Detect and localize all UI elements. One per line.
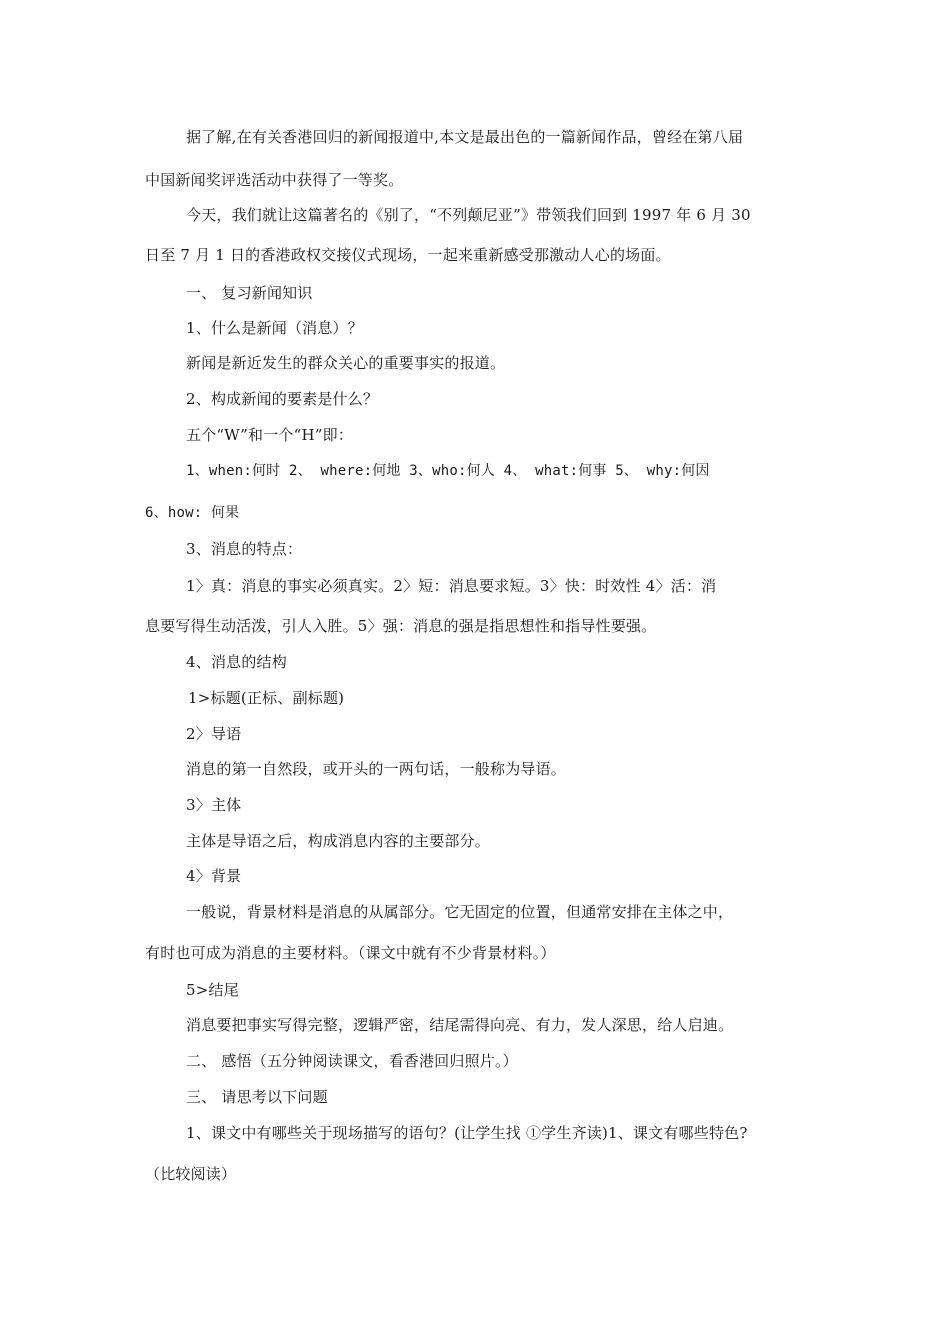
answer-line: （比较阅读） xyxy=(145,1165,237,1183)
subheading-line: 1>标题(正标、副标题) xyxy=(188,689,345,707)
question-line: 2、构成新闻的要素是什么？ xyxy=(186,390,379,408)
paragraph-line: 今天，我们就让这篇著名的《别了，“不列颠尼亚”》带领我们回到 1997 年 6 月 30 xyxy=(186,206,751,224)
answer-line: 1、when:何时 2、 where:何地 3、who:何人 4、 what:何事 5、 why:何因 xyxy=(186,463,710,479)
section-heading: 一、 复习新闻知识 xyxy=(186,284,313,302)
answer-line: 主体是导语之后，构成消息内容的主要部分。 xyxy=(186,832,491,850)
answer-line: 消息的第一自然段，或开头的一两句话，一般称为导语。 xyxy=(186,760,567,778)
subheading-line: 5>结尾 xyxy=(186,981,239,999)
question-line: 1、课文中有哪些关于现场描写的语句？(让学生找 ①学生齐读)1、课文有哪些特色? xyxy=(186,1124,748,1142)
answer-line: 新闻是新近发生的群众关心的重要事实的报道。 xyxy=(186,354,506,372)
answer-line: 1〉真：消息的事实必须真实。2〉短：消息要求短。3〉快：时效性 4〉活：消 xyxy=(186,577,717,595)
answer-line: 有时也可成为消息的主要材料。（课文中就有不少背景材料。） xyxy=(145,944,556,962)
answer-line: 五个“W”和一个“H”即： xyxy=(186,426,354,444)
answer-line: 息要写得生动活泼，引人入胜。5〉强：消息的强是指思想性和指导性要强。 xyxy=(145,617,657,635)
paragraph-line: 据了解,在有关香港回归的新闻报道中,本文是最出色的一篇新闻作品，曾经在第八届 xyxy=(186,128,744,146)
paragraph-line: 中国新闻奖评选活动中获得了一等奖。 xyxy=(145,171,404,189)
section-heading: 三、 请思考以下问题 xyxy=(186,1088,328,1106)
section-heading: 二、 感悟（五分钟阅读课文，看香港回归照片。） xyxy=(186,1052,518,1070)
answer-line: 消息要把事实写得完整，逻辑严密，结尾需得向亮、有力，发人深思，给人启迪。 xyxy=(186,1016,734,1034)
answer-line: 一般说，背景材料是消息的从属部分。它无固定的位置，但通常安排在主体之中， xyxy=(186,903,734,921)
subheading-line: 2〉导语 xyxy=(186,725,242,743)
answer-line: 6、how: 何果 xyxy=(145,505,240,521)
subheading-line: 4〉背景 xyxy=(186,867,242,885)
question-line: 4、消息的结构 xyxy=(186,653,287,671)
subheading-line: 3〉主体 xyxy=(186,796,242,814)
paragraph-line: 日至 7 月 1 日的香港政权交接仪式现场，一起来重新感受那激动人心的场面。 xyxy=(145,246,671,264)
question-line: 3、消息的特点： xyxy=(186,540,303,558)
question-line: 1、什么是新闻（消息）？ xyxy=(186,319,363,337)
